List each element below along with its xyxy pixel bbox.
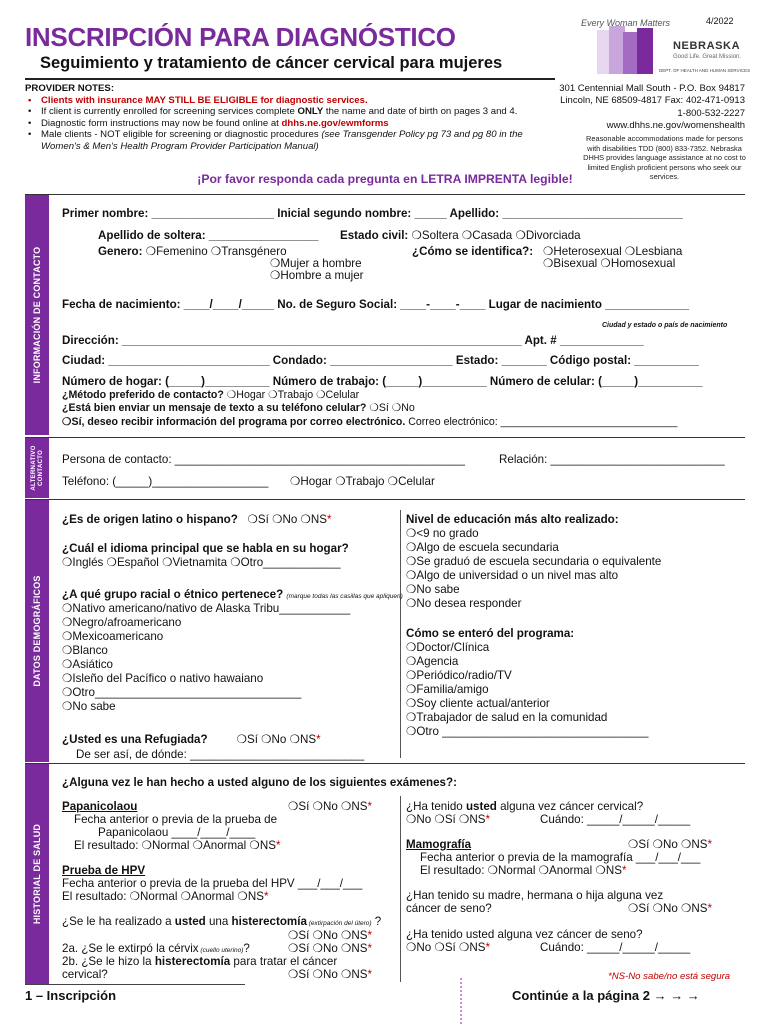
source-option[interactable]: ❍Periódico/radio/TV (406, 669, 512, 682)
family-history-options[interactable]: ❍Sí ❍No ❍NS* (628, 902, 713, 915)
language-options[interactable]: ❍Inglés ❍Español ❍Vietnamita ❍Otro____________ (62, 556, 341, 569)
language-question: ¿Cuál el idioma principal que se habla en su hogar? (62, 542, 349, 555)
city-row[interactable]: Ciudad: _________________________ Condado: ___________________ Estado: _______ Código postal: __________ (62, 354, 699, 367)
breast-cancer-options[interactable]: ❍No ❍Sí ❍NS* (406, 941, 491, 954)
cervical-cancer-options[interactable]: ❍No ❍Sí ❍NS* (406, 813, 491, 826)
education-option[interactable]: ❍Se graduó de escuela secundaria o equivalente (406, 555, 662, 568)
email-optin[interactable]: ❍Sí, deseo recibir información del programa por correo electrónico. Correo electrónico: ______________________________ (62, 416, 678, 428)
forms-link[interactable]: dhhs.ne.gov/ewmforms (281, 117, 389, 129)
birthplace-note: Ciudad y estado o país de nacimiento (602, 322, 728, 329)
cervix-question: 2a. ¿Se le extirpó la cérvix (cuello uterino)? (62, 942, 250, 955)
alt-contact-phone[interactable]: Teléfono: (_____)__________________ (62, 475, 269, 488)
pap-date-line1: Fecha anterior o previa de la prueba de (74, 813, 278, 826)
education-option[interactable]: ❍Algo de escuela secundaria (406, 541, 559, 554)
hpv-date[interactable]: Fecha anterior o previa de la prueba del HPV ___/___/___ (62, 877, 363, 890)
gender-field[interactable]: Genero: ❍Femenino ❍Transgénero (98, 245, 287, 258)
hyst-cancer-question: 2b. ¿Se le hizo la histerectomía para tratar el cáncer (62, 955, 338, 968)
refugee-origin[interactable]: De ser así, de dónde: ___________________________ (76, 748, 365, 761)
education-option[interactable]: ❍No desea responder (406, 597, 522, 610)
note-insurance: • Clients with insurance MAY STILL BE ELIGIBLE for diagnostic services. (25, 95, 565, 107)
pap-options[interactable]: ❍Sí ❍No ❍NS* (288, 800, 373, 813)
logo-state: NEBRASKA (673, 40, 741, 52)
orientation-label: ¿Cómo se identifica?: (412, 245, 534, 258)
source-option[interactable]: ❍Soy cliente actual/anterior (406, 697, 550, 710)
column-divider (400, 510, 401, 758)
source-option[interactable]: ❍Doctor/Clínica (406, 641, 490, 654)
hpv-result[interactable]: El resultado: ❍Normal ❍Anormal ❍NS* (62, 890, 269, 903)
ns-footnote: *NS-No sabe/no está segura (608, 971, 731, 982)
pap-label: Papanicolaou (62, 800, 138, 813)
text-ok[interactable]: ¿Está bien enviar un mensaje de texto a su teléfono celular? ❍Sí ❍No (62, 402, 415, 414)
race-question: ¿A qué grupo racial o étnico pertenece? (marque todas las casillas que apliquen) (62, 588, 403, 601)
race-option[interactable]: ❍Asiático (62, 658, 113, 671)
provider-notes-title: PROVIDER NOTES: (25, 83, 115, 94)
source-option[interactable]: ❍Otro ________________________________ (406, 725, 649, 738)
section-divider (25, 763, 745, 764)
hyst-cancer-question-2: cervical? (62, 968, 108, 981)
hysterectomy-question: ¿Se le ha realizado a usted una histerectomía (extirpación del útero) ? (62, 915, 382, 928)
alt-contact-section-label: ALTERNATIVO CONTACTO (25, 438, 49, 498)
logo-dept: DEPT. OF HEALTH AND HUMAN SERVICES (659, 68, 751, 73)
logo-tagline: Every Woman Matters (581, 18, 671, 28)
race-option[interactable]: ❍Isleño del Pacífico o nativo hawaiano (62, 672, 264, 685)
hpv-label: Prueba de HPV (62, 864, 146, 877)
note-instructions: • Diagnostic form instructions may now be found online at dhhs.ne.gov/ewmforms (25, 118, 565, 130)
section-divider (25, 437, 745, 438)
orientation-row2[interactable]: ❍Bisexual ❍Homosexual (543, 257, 676, 270)
title-divider (25, 78, 555, 80)
provider-notes (25, 83, 565, 153)
mammogram-result[interactable]: El resultado: ❍Normal ❍Anormal ❍NS* (420, 864, 627, 877)
health-section-label: HISTORIAL DE SALUD (25, 764, 49, 984)
race-option[interactable]: ❍Negro/afroamericano (62, 616, 182, 629)
alt-contact-phone-type[interactable]: ❍Hogar ❍Trabajo ❍Celular (290, 475, 435, 488)
print-instruction: ¡Por favor responda cada pregunta en LETRA IMPRENTA legible! (197, 172, 573, 186)
pap-result[interactable]: El resultado: ❍Normal ❍Anormal ❍NS* (74, 839, 281, 852)
form-date: 4/2022 (706, 16, 734, 26)
marital-status[interactable]: Estado civil: ❍Soltera ❍Casada ❍Divorciada (340, 229, 581, 242)
race-option[interactable]: ❍Blanco (62, 644, 108, 657)
education-option[interactable]: ❍<9 no grado (406, 527, 479, 540)
preferred-contact[interactable]: ¿Método preferido de contacto? ❍Hogar ❍Trabajo ❍Celular (62, 389, 360, 401)
page-subtitle: Seguimiento y tratamiento de cáncer cervical para mujeres (40, 54, 503, 72)
race-option[interactable]: ❍Nativo americano/nativo de Alaska Tribu___________ (62, 602, 351, 615)
hispanic-question[interactable]: ¿Es de origen latino o hispano? ❍Sí ❍No ❍NS* (62, 513, 332, 526)
hyst-cancer-options[interactable]: ❍Sí ❍No ❍NS* (288, 968, 373, 981)
race-option[interactable]: ❍No sabe (62, 700, 116, 713)
education-option[interactable]: ❍No sabe (406, 583, 460, 596)
race-option[interactable]: ❍Mexicoamericano (62, 630, 164, 643)
footer-divider (25, 984, 245, 985)
page-number: 1 – Inscripción (25, 988, 117, 1003)
family-history-question-2: cáncer de seno? (406, 902, 492, 915)
gender-mtf[interactable]: ❍Hombre a mujer (270, 269, 364, 282)
refugee-question[interactable]: ¿Usted es una Refugiada? ❍Sí ❍No ❍NS* (62, 733, 321, 746)
exams-question: ¿Alguna vez le han hecho a usted alguno de los siguientes exámenes?: (62, 776, 457, 789)
logo-motto: Good Life. Great Mission. (673, 54, 742, 60)
address-row[interactable]: Dirección: ______________________________________________________________ Apt. # _____________ (62, 334, 644, 347)
cervical-cancer-date[interactable]: Cuándo: _____/_____/_____ (540, 813, 691, 826)
race-option[interactable]: ❍Otro________________________________ (62, 686, 302, 699)
note-enrolled: • If client is currently enrolled for screening services complete ONLY the name and date of birth on pages 3 and 4. (25, 106, 565, 118)
page-title: INSCRIPCIÓN PARA DIAGNÓSTICO (25, 22, 456, 52)
section-divider (25, 499, 745, 500)
org-address: 301 Centennial Mall South - P.O. Box 94817 Lincoln, NE 68509-4817 Fax: 402-471-0913 1-800-532-2227 www.dhhs.ne.gov/womenshealth (559, 83, 745, 132)
name-row[interactable]: Primer nombre: ___________________ Inicial segundo nombre: _____ Apellido: ____________________________ (62, 207, 683, 220)
education-option[interactable]: ❍Algo de universidad o un nivel mas alto (406, 569, 619, 582)
website-link[interactable]: www.dhhs.ne.gov/womenshealth (606, 120, 745, 132)
alt-contact-person[interactable]: Persona de contacto: _____________________________________________ (62, 453, 465, 466)
source-option[interactable]: ❍Familia/amigo (406, 683, 489, 696)
source-option[interactable]: ❍Trabajador de salud en la comunidad (406, 711, 608, 724)
cervical-cancer-question: ¿Ha tenido usted alguna vez cáncer cervical? (406, 800, 644, 813)
section-divider (25, 194, 745, 195)
education-question: Nivel de educación más alto realizado: (406, 513, 619, 526)
column-divider (400, 796, 401, 982)
note-male-clients: • Male clients - NOT eligible for screening or diagnostic procedures (see Transgender Policy pg 73 and pg 80 in the Women's & Men's Health Program Provider Participation Manual) (25, 129, 565, 152)
fold-marker (460, 978, 464, 1024)
orientation-row1[interactable]: ❍Heterosexual ❍Lesbiana (543, 245, 683, 258)
pap-date[interactable]: Papanicolaou ____/____/____ (98, 826, 256, 839)
source-option[interactable]: ❍Agencia (406, 655, 459, 668)
mammogram-date[interactable]: Fecha anterior o previa de la mamografía ___/___/___ (420, 851, 701, 864)
program-logo (575, 18, 751, 78)
demographics-section-label: DATOS DEMOGRÁFICOS (25, 500, 49, 762)
alt-contact-relation[interactable]: Relación: ___________________________ (499, 453, 725, 466)
mammogram-label: Mamografía (406, 838, 472, 851)
phone-row[interactable]: Número de hogar: (_____)__________ Número de trabajo: (_____)__________ Número de celular: (_____)__________ (62, 375, 703, 388)
breast-cancer-question: ¿Ha tenido usted alguna vez cáncer de seno? (406, 928, 643, 941)
contact-section-label: INFORMACIÓN DE CONTACTO (25, 195, 49, 435)
source-question: Cómo se enteró del programa: (406, 627, 575, 640)
continue-note: Continúe a la página 2 → → → (512, 988, 700, 1003)
mammogram-options[interactable]: ❍Sí ❍No ❍NS* (628, 838, 713, 851)
gender-ftm[interactable]: ❍Mujer a hombre (270, 257, 362, 270)
cervix-options[interactable]: ❍Sí ❍No ❍NS* (288, 942, 373, 955)
birth-ssn-row[interactable]: Fecha de nacimiento: ____/____/_____ No. de Seguro Social: ____-____-____ Lugar de nacimiento _____________ (62, 298, 690, 311)
accommodation-note: Reasonable accommodations made for persons with disabilities TDD (800) 833-7352. Nebraska DHHS provides language assistance at no cost to limited English proficient persons who seek our services. (583, 134, 746, 182)
breast-cancer-date[interactable]: Cuándo: _____/_____/_____ (540, 941, 691, 954)
family-history-question: ¿Han tenido su madre, hermana o hija alguna vez (406, 889, 664, 902)
maiden-name-field[interactable]: Apellido de soltera: _________________ (98, 229, 319, 242)
hysterectomy-options[interactable]: ❍Sí ❍No ❍NS* (288, 929, 373, 942)
